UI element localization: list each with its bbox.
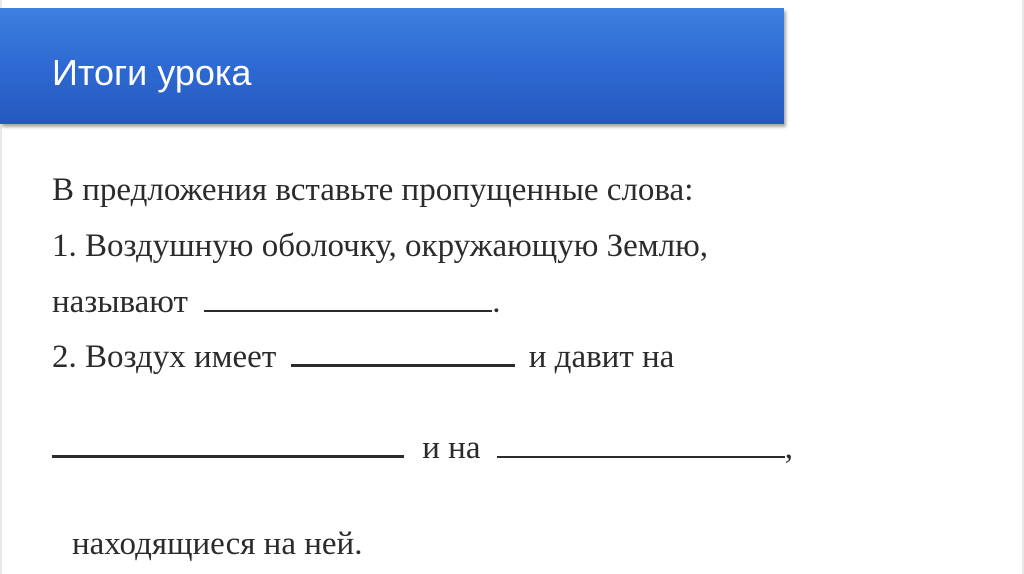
question-1-suffix: . [492, 284, 501, 320]
instruction-text: В предложения вставьте пропущенные слова: [52, 172, 694, 208]
answer-blank-2[interactable] [291, 363, 515, 367]
title-bar [0, 8, 784, 124]
question-1-prefix: называют [52, 284, 188, 320]
answer-blank-1[interactable] [204, 309, 492, 312]
question-2-prefix: 2. Воздух имеет [52, 339, 277, 375]
question-2-suffix: и давит на [528, 339, 675, 375]
question-2-middle: и на [422, 430, 481, 466]
question-2-line-2 [52, 432, 793, 465]
question-2-line-3: находящиеся на ней. [72, 526, 363, 562]
question-2-line-1 [52, 341, 674, 374]
answer-blank-4[interactable] [497, 455, 785, 458]
question-2-comma: , [784, 430, 793, 466]
slide-title: Итоги урока [52, 52, 252, 93]
question-1-line-1: 1. Воздушную оболочку, окружающую Землю, [52, 228, 709, 264]
question-1-line-2 [52, 286, 500, 319]
answer-blank-3[interactable] [52, 454, 404, 458]
